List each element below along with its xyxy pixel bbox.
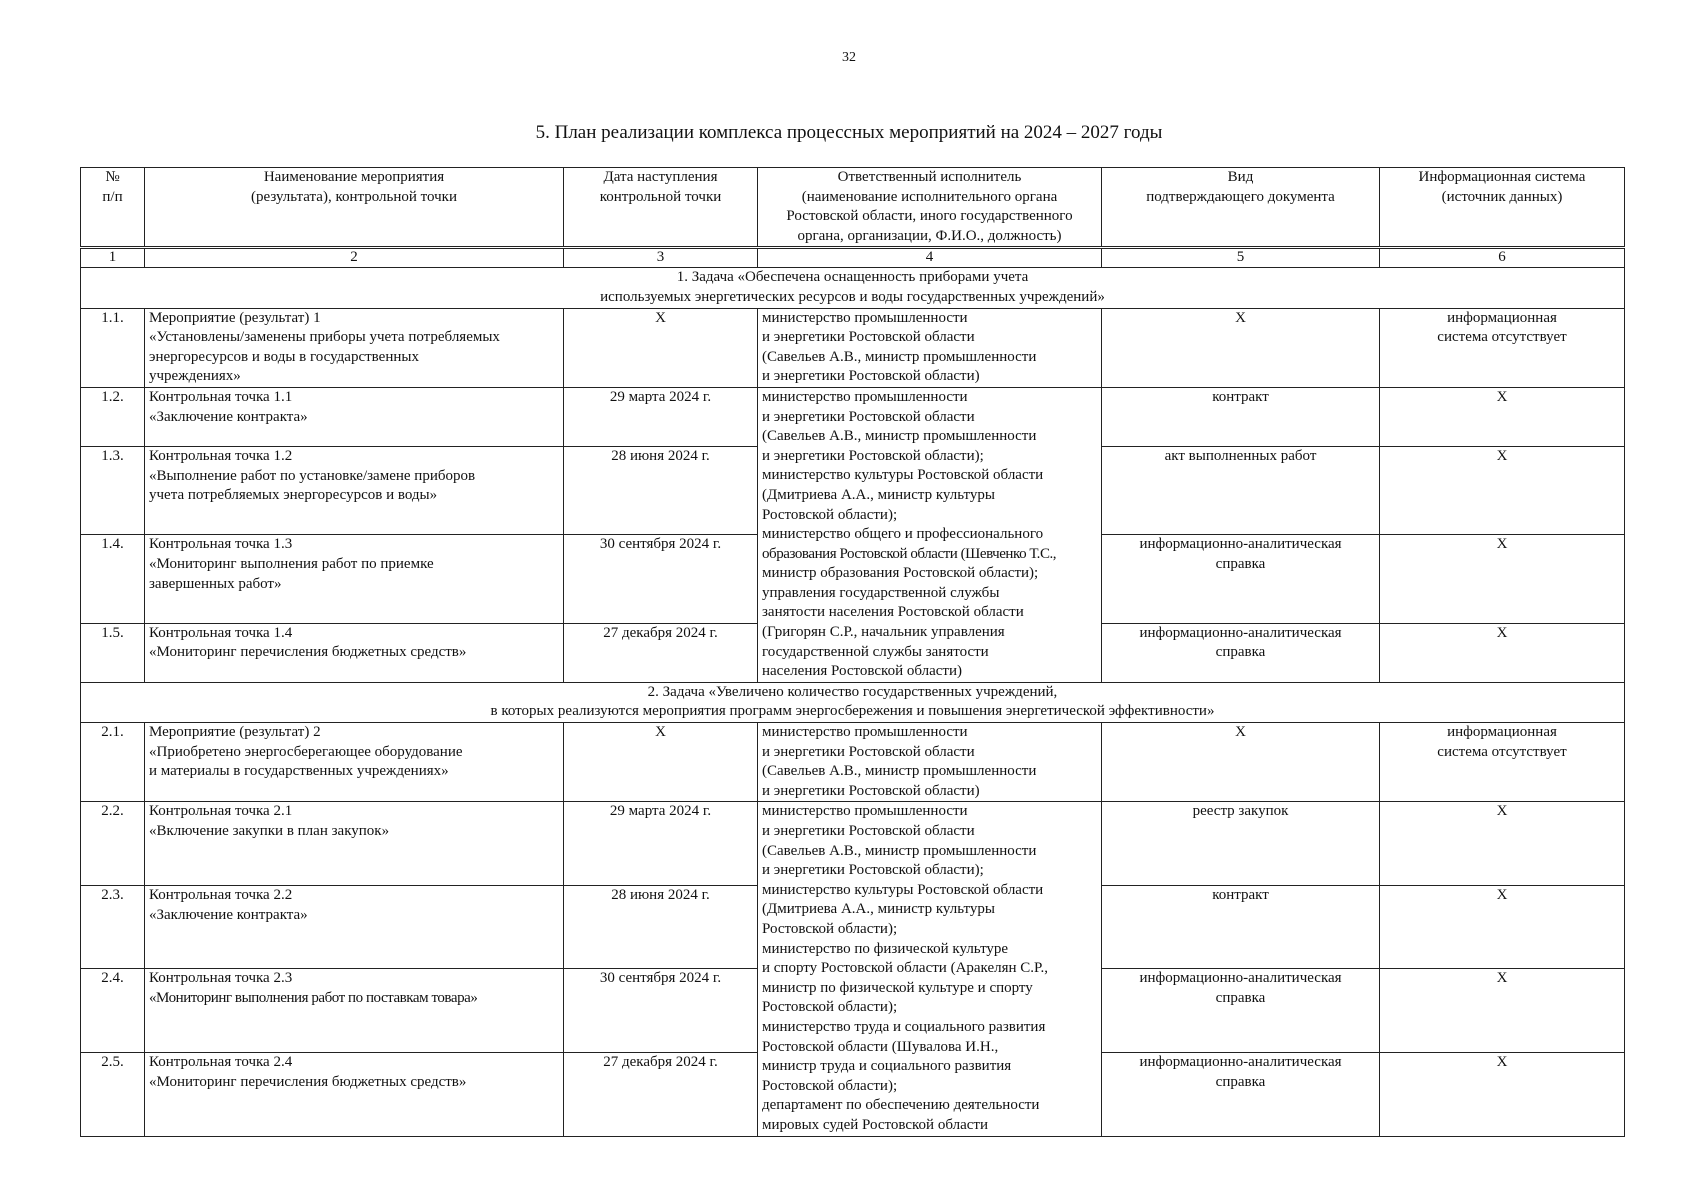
control-point-info-system: X	[1380, 535, 1625, 623]
control-points-responsible: министерство промышленности и энергетики Ростовской области (Савельев А.В., министр промышленности и энергетики Ростовской области); министерство культуры Ростовской области (Дмитриева А.А., министр культуры Ростовской области); министерство общего и профессионального образования Ростовской области (Шевченко Т.С., министр образования Ростовской области); управления государственной службы занятости населения Ростовской области (Григорян С.Р., начальник управления государственной службы занятости населения Ростовской области)	[758, 387, 1102, 682]
row-number: 1.2.	[81, 387, 145, 446]
control-point-date: 28 июня 2024 г.	[564, 885, 758, 969]
control-point-document: информационно-аналитическая справка	[1102, 535, 1380, 623]
measure-info-system: информационная система отсутствует	[1380, 308, 1625, 387]
control-point-name: Контрольная точка 2.4 «Мониторинг перечисления бюджетных средств»	[145, 1052, 564, 1136]
control-point-document: контракт	[1102, 885, 1380, 969]
measure-name: Мероприятие (результат) 1 «Установлены/заменены приборы учета потребляемых энергоресурсов и воды в государственных учреждениях»	[145, 308, 564, 387]
task-row	[81, 268, 1625, 308]
row-number: 1.5.	[81, 623, 145, 682]
row-number: 2.5.	[81, 1052, 145, 1136]
row-number: 1.3.	[81, 447, 145, 535]
control-point-name: Контрольная точка 2.1 «Включение закупки в план закупок»	[145, 802, 564, 886]
control-point-info-system: X	[1380, 969, 1625, 1053]
page-title: 5. План реализации комплекса процессных мероприятий на 2024 – 2027 годы	[535, 122, 1163, 143]
control-point-document: акт выполненных работ	[1102, 447, 1380, 535]
header-date: Дата наступления контрольной точки	[564, 168, 758, 248]
row-number: 1.1.	[81, 308, 145, 387]
row-number: 1.4.	[81, 535, 145, 623]
control-point-info-system: X	[1380, 387, 1625, 446]
page-number: 32	[842, 50, 856, 65]
measure-row	[81, 723, 1625, 802]
control-point-date: 30 сентября 2024 г.	[564, 969, 758, 1053]
measure-name: Мероприятие (результат) 2 «Приобретено энергосберегающее оборудование и материалы в государственных учреждениях»	[145, 723, 564, 802]
measure-date: X	[564, 723, 758, 802]
control-point-name: Контрольная точка 1.2 «Выполнение работ по установке/замене приборов учета потребляемых энергоресурсов и воды»	[145, 447, 564, 535]
header-document: Вид подтверждающего документа	[1102, 168, 1380, 248]
table-header-row	[81, 168, 1625, 248]
column-number: 6	[1380, 248, 1625, 268]
control-point-document: информационно-аналитическая справка	[1102, 623, 1380, 682]
task-row	[81, 682, 1625, 722]
column-number: 4	[758, 248, 1102, 268]
measure-row	[81, 308, 1625, 387]
task-heading: 2. Задача «Увеличено количество государственных учреждений, в которых реализуются мероприятия программ энергосбережения и повышения энергетической эффективности»	[81, 682, 1625, 722]
measure-document: X	[1102, 308, 1380, 387]
measure-date: X	[564, 308, 758, 387]
measure-info-system: информационная система отсутствует	[1380, 723, 1625, 802]
control-point-date: 28 июня 2024 г.	[564, 447, 758, 535]
column-number: 2	[145, 248, 564, 268]
row-number: 2.2.	[81, 802, 145, 886]
control-point-row	[81, 387, 1625, 446]
control-point-document: информационно-аналитическая справка	[1102, 1052, 1380, 1136]
control-point-name: Контрольная точка 1.4 «Мониторинг перечисления бюджетных средств»	[145, 623, 564, 682]
control-point-document: информационно-аналитическая справка	[1102, 969, 1380, 1053]
row-number: 2.3.	[81, 885, 145, 969]
header-num: № п/п	[81, 168, 145, 248]
control-point-info-system: X	[1380, 1052, 1625, 1136]
measure-responsible: министерство промышленности и энергетики Ростовской области (Савельев А.В., министр промышленности и энергетики Ростовской области)	[758, 723, 1102, 802]
task-heading: 1. Задача «Обеспечена оснащенность приборами учета используемых энергетических ресурсов и воды государственных учреждений»	[81, 268, 1625, 308]
plan-table	[80, 167, 1625, 1137]
header-info-system: Информационная система (источник данных)	[1380, 168, 1625, 248]
control-point-name: Контрольная точка 1.1 «Заключение контракта»	[145, 387, 564, 446]
control-point-date: 29 марта 2024 г.	[564, 387, 758, 446]
row-number: 2.1.	[81, 723, 145, 802]
measure-responsible: министерство промышленности и энергетики Ростовской области (Савельев А.В., министр промышленности и энергетики Ростовской области)	[758, 308, 1102, 387]
control-point-document: реестр закупок	[1102, 802, 1380, 886]
control-point-name: Контрольная точка 1.3 «Мониторинг выполнения работ по приемке завершенных работ»	[145, 535, 564, 623]
control-point-date: 27 декабря 2024 г.	[564, 1052, 758, 1136]
control-point-document: контракт	[1102, 387, 1380, 446]
measure-document: X	[1102, 723, 1380, 802]
column-number: 1	[81, 248, 145, 268]
column-number: 5	[1102, 248, 1380, 268]
control-point-info-system: X	[1380, 447, 1625, 535]
header-name: Наименование мероприятия (результата), контрольной точки	[145, 168, 564, 248]
header-responsible: Ответственный исполнитель (наименование исполнительного органа Ростовской области, иного государственного органа, организации, Ф.И.О., должность)	[758, 168, 1102, 248]
column-number: 3	[564, 248, 758, 268]
control-point-name: Контрольная точка 2.3 «Мониторинг выполнения работ по поставкам товара»	[145, 969, 564, 1053]
control-point-info-system: X	[1380, 623, 1625, 682]
control-point-date: 27 декабря 2024 г.	[564, 623, 758, 682]
control-point-info-system: X	[1380, 802, 1625, 886]
control-points-responsible: министерство промышленности и энергетики Ростовской области (Савельев А.В., министр промышленности и энергетики Ростовской области); министерство культуры Ростовской области (Дмитриева А.А., министр культуры Ростовской области); министерство по физической культуре и спорту Ростовской области (Аракелян С.Р., министр по физической культуре и спорту Ростовской области); министерство труда и социального развития Ростовской области (Шувалова И.Н., министр труда и социального развития Ростовской области); департамент по обеспечению деятельности мировых судей Ростовской области	[758, 802, 1102, 1136]
control-point-date: 29 марта 2024 г.	[564, 802, 758, 886]
control-point-row	[81, 802, 1625, 886]
control-point-info-system: X	[1380, 885, 1625, 969]
row-number: 2.4.	[81, 969, 145, 1053]
column-number-row	[81, 248, 1625, 268]
control-point-date: 30 сентября 2024 г.	[564, 535, 758, 623]
control-point-name: Контрольная точка 2.2 «Заключение контракта»	[145, 885, 564, 969]
